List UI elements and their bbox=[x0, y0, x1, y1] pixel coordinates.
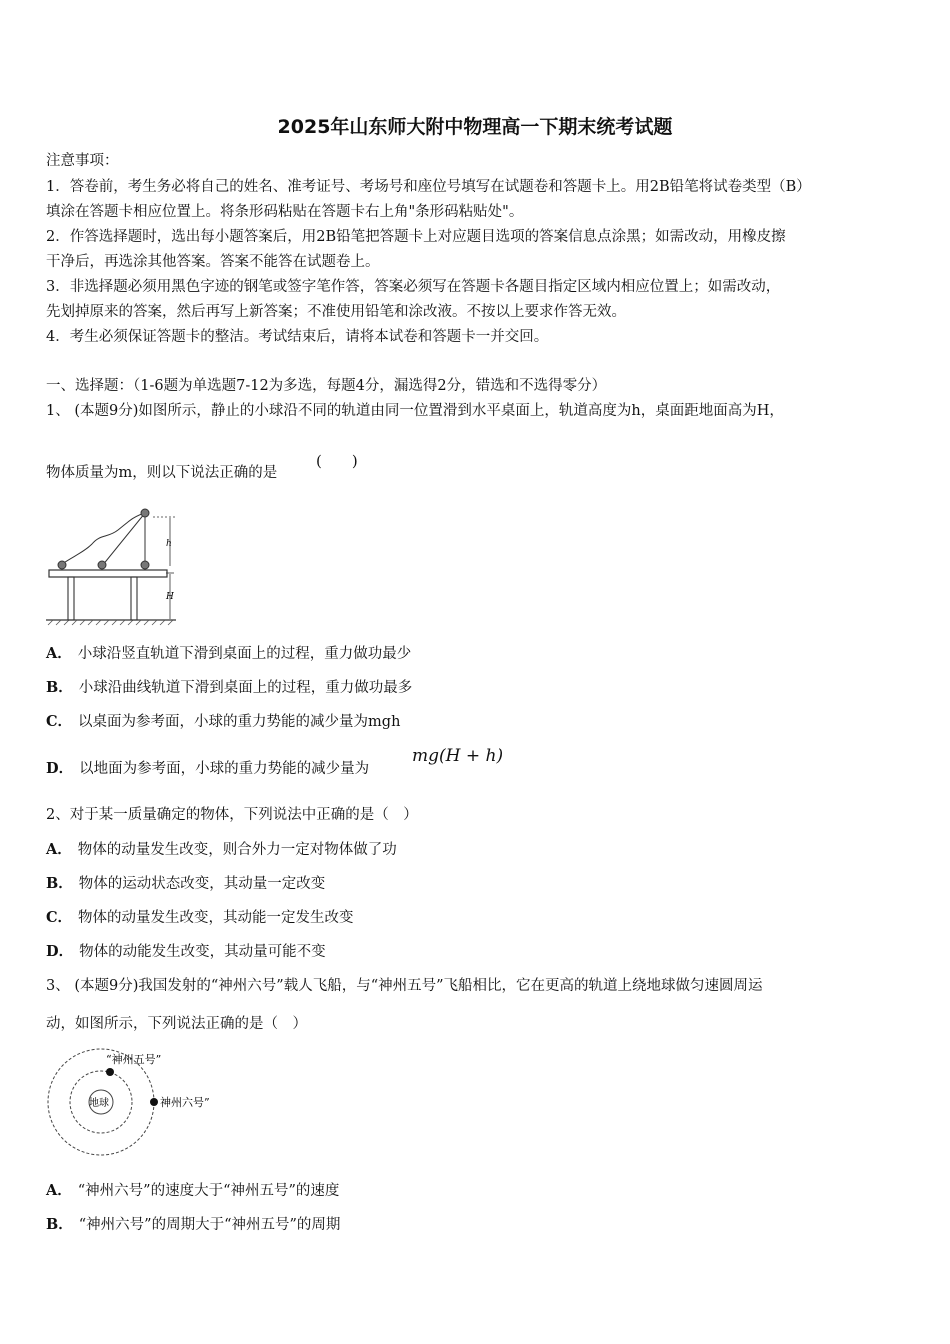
option-b[interactable]: B． 小球沿曲线轨道下滑到桌面上的过程，重力做功最多 bbox=[46, 679, 413, 696]
option-b[interactable]: B． 物体的运动状态改变，其动量一定改变 bbox=[46, 875, 326, 892]
option-d[interactable]: D． 以地面为参考面，小球的重力势能的减少量为 bbox=[46, 760, 370, 777]
notice-line: 填涂在答题卡相应位置上。将条形码粘贴在答题卡右上角"条形码粘贴处"。 bbox=[46, 204, 524, 220]
option-a[interactable]: A． 物体的动量发生改变，则合外力一定对物体做了功 bbox=[46, 841, 397, 858]
question-3-stem: 3、 (本题9分)我国发射的“神州六号”载人飞船，与“神州五号”飞船相比，它在更高的轨道上绕地球做匀速圆周运 bbox=[46, 978, 763, 994]
option-a[interactable]: A． “神州六号”的速度大于“神州五号”的速度 bbox=[46, 1182, 340, 1199]
notice-line: 3．非选择题必须用黑色字迹的钢笔或签字笔作答，答案必须写在答题卡各题目指定区域内相应位置上；如需改动， bbox=[46, 279, 781, 295]
notice-line: 2．作答选择题时，选出每小题答案后，用2B铅笔把答题卡上对应题目选项的答案信息点涂黑；如需改动，用橡皮擦 bbox=[46, 229, 786, 245]
track-diagram bbox=[44, 504, 184, 628]
option-c[interactable]: C． 物体的动量发生改变，其动能一定发生改变 bbox=[46, 909, 354, 926]
question-3-stem-cont: 动，如图所示，下列说法正确的是（ ） bbox=[46, 1016, 307, 1032]
orbit-diagram bbox=[44, 1046, 234, 1158]
page-title: 2025年山东师大附中物理高一下期末统考试题 bbox=[277, 116, 673, 138]
question-1-stem-cont: 物体质量为m，则以下说法正确的是 bbox=[46, 465, 278, 481]
height-H-label: H bbox=[166, 592, 174, 602]
shenzhou-6-label: 神州六号” bbox=[160, 1096, 210, 1109]
notice-line: 4．考生必须保证答题卡的整洁。考试结束后，请将本试卷和答题卡一并交回。 bbox=[46, 329, 549, 345]
shenzhou-5-label: “神州五号” bbox=[106, 1053, 162, 1066]
earth-label: 地球 bbox=[89, 1098, 109, 1109]
option-c[interactable]: C． 以桌面为参考面，小球的重力势能的减少量为mgh bbox=[46, 713, 401, 730]
formula-mg-H-plus-h: mg(H + h) bbox=[412, 746, 504, 766]
section-heading: 一、选择题：（1-6题为单选题7-12为多选，每题4分，漏选得2分，错选和不选得零分） bbox=[46, 378, 607, 394]
question-1-stem: 1、 (本题9分)如图所示，静止的小球沿不同的轨道由同一位置滑到水平桌面上，轨道高度为h，桌面距地面高为H， bbox=[46, 403, 784, 419]
notice-heading: 注意事项： bbox=[46, 153, 119, 169]
option-b[interactable]: B． “神州六号”的周期大于“神州五号”的周期 bbox=[46, 1216, 341, 1233]
height-h-label: h bbox=[166, 539, 172, 549]
notice-line: 1．答卷前，考生务必将自己的姓名、准考证号、考场号和座位号填写在试题卷和答题卡上。用2B铅笔将试卷类型（B） bbox=[46, 179, 811, 195]
question-2-stem: 2、对于某一质量确定的物体，下列说法中正确的是（ ） bbox=[46, 807, 418, 823]
notice-line: 干净后，再选涂其他答案。答案不能答在试题卷上。 bbox=[46, 254, 380, 270]
option-d[interactable]: D． 物体的动能发生改变，其动量可能不变 bbox=[46, 943, 326, 960]
notice-line: 先划掉原来的答案，然后再写上新答案；不准使用铅笔和涂改液。不按以上要求作答无效。 bbox=[46, 304, 626, 320]
answer-paren: ( ) bbox=[316, 452, 358, 470]
option-a[interactable]: A． 小球沿竖直轨道下滑到桌面上的过程，重力做功最少 bbox=[46, 645, 412, 662]
